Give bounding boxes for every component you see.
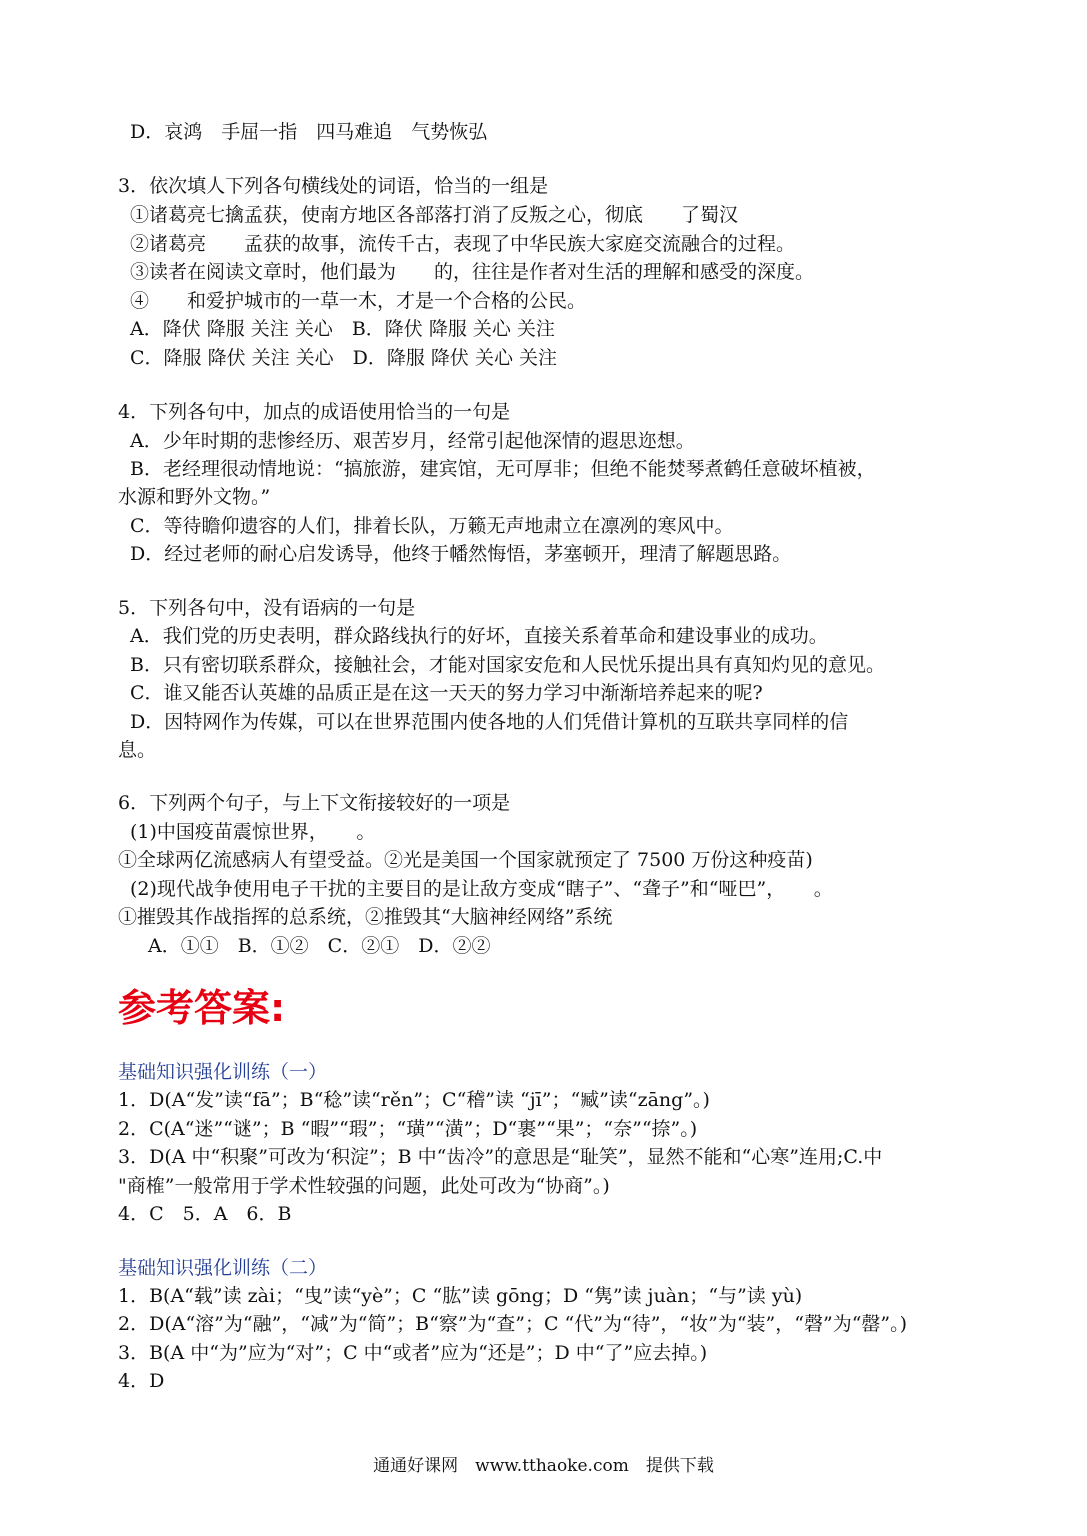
- answers-set2-title: 基础知识强化训练（二）: [118, 1257, 328, 1279]
- q5-stem: 5．下列各句中，没有语病的一句是: [118, 597, 416, 619]
- q3-sentence-4: ④ 和爱护城市的一草一木，才是一个合格的公民。: [130, 290, 587, 312]
- q6-sentence-1-options: ①全球两亿流感病人有望受益。②光是美国一个国家就预定了 7500 万份这种疫苗): [118, 849, 813, 871]
- q6-stem: 6．下列两个句子，与上下文衔接较好的一项是: [118, 792, 511, 814]
- answers-set2-line-2: 2．D(A“溶”为“融”，“减”为“简”；B“察”为“查”；C “代”为“待”，“妆”为“装”，“磬”为“罄”。): [118, 1313, 908, 1335]
- q3-sentence-1: ①诸葛亮七擒孟获，使南方地区各部落打消了反叛之心，彻底 了蜀汉: [130, 204, 739, 226]
- q4-option-c: C．等待瞻仰遗容的人们，排着长队，万籁无声地肃立在凛冽的寒风中。: [130, 515, 734, 537]
- q5-option-d: D．因特网作为传媒，可以在世界范围内使各地的人们凭借计算机的互联共享同样的信: [130, 711, 849, 733]
- answers-heading: 参考答案:: [118, 986, 286, 1030]
- answers-set1-line-5: 4．C 5．A 6．B: [118, 1203, 292, 1225]
- q5-option-b: B．只有密切联系群众，接触社会，才能对国家安危和人民忧乐提出具有真知灼见的意见。: [130, 654, 885, 676]
- q2-option-d: D．哀鸿 手屈一指 四马难追 气势恢弘: [130, 121, 488, 143]
- q4-stem: 4．下列各句中，加点的成语使用恰当的一句是: [118, 401, 511, 423]
- q4-option-b-cont: 水源和野外文物。”: [118, 486, 271, 508]
- q3-sentence-3: ③读者在阅读文章时，他们最为 的，往往是作者对生活的理解和感受的深度。: [130, 261, 815, 283]
- q4-option-b: B．老经理很动情地说：“搞旅游，建宾馆，无可厚非；但绝不能焚琴煮鹤任意破坏植被，: [130, 458, 876, 480]
- answers-set1-line-3: 3．D(A 中“积聚”可改为‘积淀”；B 中“齿冷”的意思是“耻笑”，显然不能和“心寒”连用;C.中: [118, 1146, 883, 1168]
- q3-options-ab: A．降伏 降服 关注 关心 B．降伏 降服 关心 关注: [130, 318, 555, 340]
- q6-sentence-2-options: ①摧毁其作战指挥的总系统，②推毁其“大脑神经网络”系统: [118, 906, 613, 928]
- answers-set1-line-4: "商榷”一般常用于学术性较强的问题，此处可改为“协商”。): [118, 1175, 610, 1197]
- answers-set1-line-2: 2．C(A“迷”“谜”；B “暇”“瑕”；“璜”“潢”；D“裹”“果”；“奈”“捺”。): [118, 1118, 698, 1140]
- answers-set2-line-1: 1．B(A“载”读 zài；“曳”读“yè”；C “肱”读 gōng；D “隽”读 juàn；“与”读 yù): [118, 1285, 803, 1307]
- q5-option-a: A．我们党的历史表明，群众路线执行的好坏，直接关系着革命和建设事业的成功。: [130, 625, 828, 647]
- q5-option-d-cont: 息。: [118, 739, 157, 761]
- q3-options-cd: C．降服 降伏 关注 关心 D．降服 降伏 关心 关注: [130, 347, 558, 369]
- q6-options: A．①① B．①② C．②① D．②②: [148, 935, 491, 957]
- page-footer: 通通好课网 www.tthaoke.com 提供下载: [373, 1456, 714, 1476]
- answers-set1-title: 基础知识强化训练（一）: [118, 1061, 328, 1083]
- q5-option-c: C．谁又能否认英雄的品质正是在这一天天的努力学习中渐渐培养起来的呢?: [130, 682, 763, 704]
- answers-set1-line-1: 1．D(A“发”读“fā”；B“稔”读“rěn”；C“稽”读 “jī”；“臧”读“zāng”。): [118, 1089, 710, 1111]
- q3-stem: 3．依次填人下列各句横线处的词语，恰当的一组是: [118, 175, 549, 197]
- q4-option-d: D．经过老师的耐心启发诱导，他终于幡然悔悟，茅塞顿开，理清了解题思路。: [130, 543, 792, 565]
- q6-sentence-2: (2)现代战争使用电子干扰的主要目的是让敌方变成“瞎子”、“聋子”和“哑巴”， 。: [130, 878, 833, 900]
- q3-sentence-2: ②诸葛亮 孟获的故事，流传千古，表现了中华民族大家庭交流融合的过程。: [130, 233, 796, 255]
- q4-option-a: A．少年时期的悲惨经历、艰苦岁月，经常引起他深情的遐思迩想。: [130, 430, 695, 452]
- answers-set2-line-3: 3．B(A 中“为”应为“对”；C 中“或者”应为“还是”；D 中“了”应去掉。): [118, 1342, 708, 1364]
- answers-set2-line-4: 4．D: [118, 1370, 165, 1392]
- q6-sentence-1: (1)中国疫苗震惊世界， 。: [130, 821, 376, 843]
